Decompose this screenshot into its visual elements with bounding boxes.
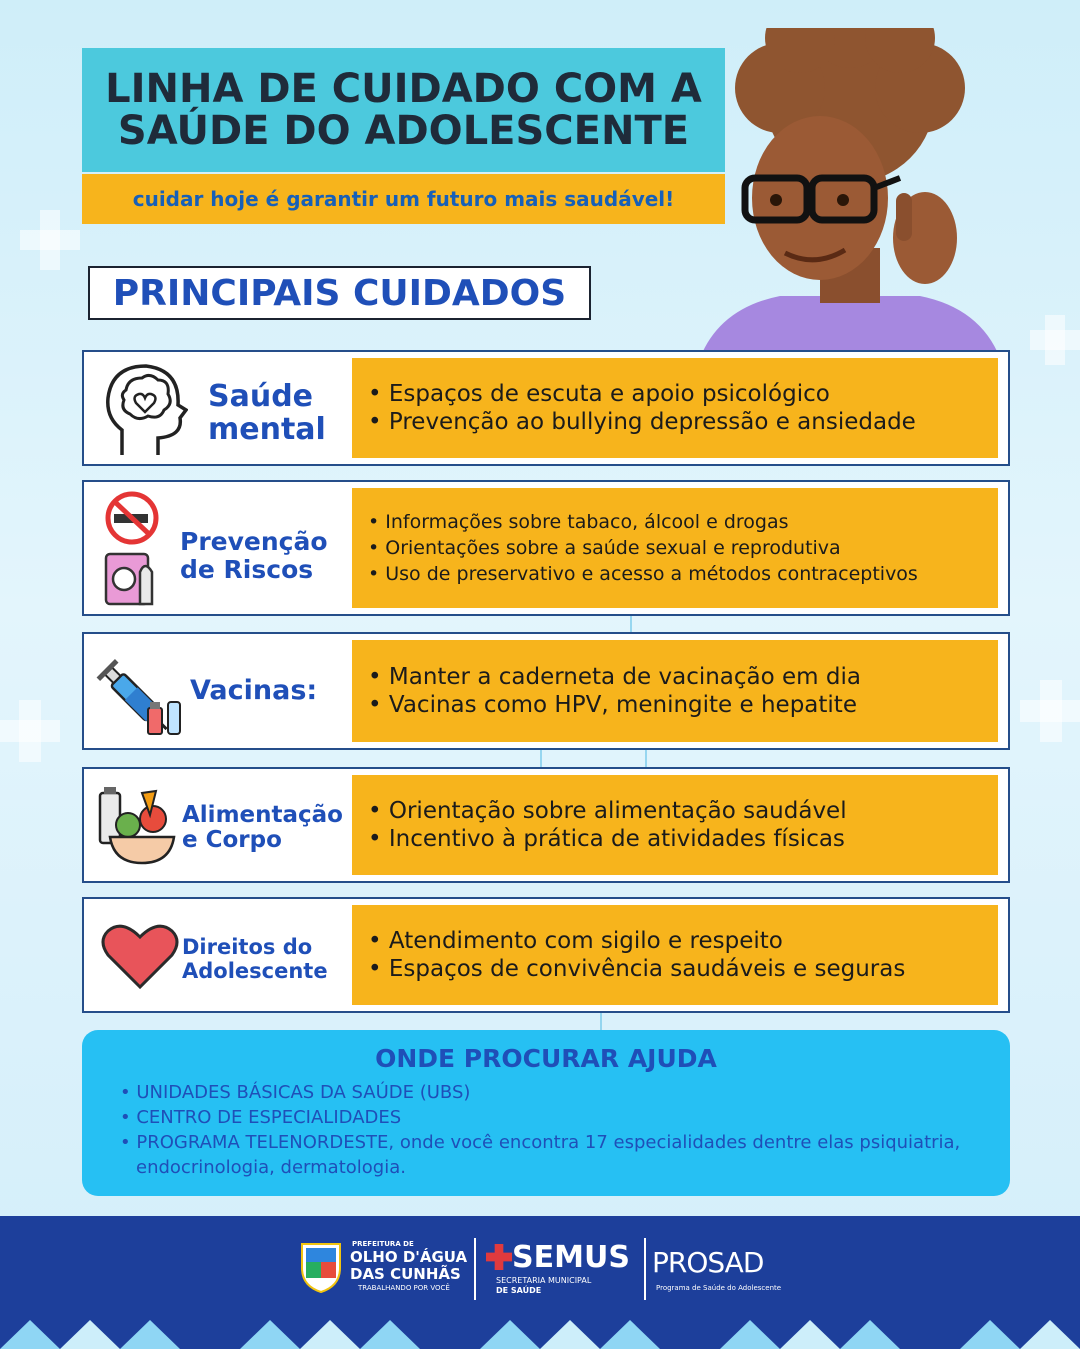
prefeitura-logo [298, 1238, 468, 1298]
help-item: • UNIDADES BÁSICAS DA SAÚDE (UBS) [120, 1082, 471, 1103]
syringe-vial-icon [94, 648, 184, 738]
list-item: • Uso de preservativo e acesso a métodos contraceptivos [368, 563, 918, 585]
semus-logo [486, 1238, 636, 1298]
prefeitura-name-1: OLHO D'ÁGUA [350, 1248, 468, 1266]
footer-triangle-pattern [0, 1320, 1080, 1349]
card-panel-nutrition [352, 775, 998, 875]
prosad-subtitle: Programa de Saúde do Adolescente [656, 1284, 782, 1292]
page-subtitle: cuidar hoje é garantir um futuro mais saudável! [132, 187, 675, 211]
list-item: • Atendimento com sigilo e respeito [368, 928, 783, 954]
card-panel-mental-health [352, 358, 998, 458]
section-title: PRINCIPAIS CUIDADOS [112, 272, 567, 314]
no-smoking-condom-icon [102, 490, 162, 610]
semus-name: SEMUS [512, 1240, 630, 1275]
care-card-vaccines [82, 632, 1010, 750]
coat-of-arms-icon [298, 1238, 344, 1294]
footer-bar [0, 1216, 1080, 1320]
card-label-nutrition: Alimentação e Corpo [182, 802, 343, 853]
prefeitura-slogan: TRABALHANDO POR VOCÊ [358, 1284, 450, 1292]
card-panel-vaccines [352, 640, 998, 742]
list-item: • Incentivo à prática de atividades físicas [368, 826, 845, 852]
list-item: • Espaços de convivência saudáveis e seguras [368, 956, 906, 982]
heart-icon [100, 921, 180, 991]
card-label-rights: Direitos do Adolescente [182, 935, 328, 983]
background-cross [40, 210, 60, 270]
background-cross [19, 700, 41, 762]
card-label-risk-prevention: Prevenção de Riscos [180, 527, 328, 584]
help-title: ONDE PROCURAR AJUDA [375, 1044, 717, 1073]
card-panel-rights [352, 905, 998, 1005]
prosad-logo [652, 1238, 782, 1298]
help-item: • CENTRO DE ESPECIALIDADES [120, 1107, 402, 1128]
care-card-rights [82, 897, 1010, 1013]
semus-subtitle-1: SECRETARIA MUNICIPAL [496, 1276, 592, 1285]
help-item: • PROGRAMA TELENORDESTE, onde você encontra 17 especialidades dentre elas psiquiatria, endocrinologia, dermatologia. [120, 1132, 961, 1178]
prosad-name: PROSAD [652, 1246, 764, 1279]
footer-separator [474, 1238, 476, 1300]
health-cross-icon [486, 1244, 512, 1270]
healthy-food-bowl-icon [98, 785, 178, 865]
list-item: • Espaços de escuta e apoio psicológico [368, 381, 830, 407]
care-card-mental-health [82, 350, 1010, 466]
care-card-risk-prevention [82, 480, 1010, 616]
care-card-nutrition [82, 767, 1010, 883]
list-item: • Manter a caderneta de vacinação em dia [368, 664, 861, 690]
list-item: • Orientações sobre a saúde sexual e reprodutiva [368, 537, 841, 559]
list-item: • Prevenção ao bullying depressão e ansiedade [368, 409, 916, 435]
card-label-vaccines: Vacinas: [190, 675, 318, 706]
list-item: • Informações sobre tabaco, álcool e drogas [368, 511, 789, 533]
help-box [82, 1030, 1010, 1196]
section-title-box [88, 266, 591, 320]
background-cross [1045, 315, 1065, 365]
card-panel-risk-prevention [352, 488, 998, 608]
prefeitura-name-2: DAS CUNHÃS [350, 1265, 461, 1283]
title-banner [82, 48, 725, 172]
background-cross [1040, 680, 1062, 742]
subtitle-banner [82, 174, 725, 224]
list-item: • Vacinas como HPV, meningite e hepatite [368, 692, 857, 718]
brain-head-icon [98, 360, 188, 460]
adolescent-portrait-illustration [700, 28, 1000, 358]
list-item: • Orientação sobre alimentação saudável [368, 798, 847, 824]
footer-separator [644, 1238, 646, 1300]
prefeitura-prefix: PREFEITURA DE [352, 1240, 414, 1248]
card-label-mental-health: Saúde mental [208, 379, 326, 447]
help-list [120, 1080, 970, 1180]
page-title: LINHA DE CUIDADO COM A SAÚDE DO ADOLESCENTE [105, 66, 702, 154]
semus-subtitle-2: DE SAÚDE [496, 1286, 542, 1295]
